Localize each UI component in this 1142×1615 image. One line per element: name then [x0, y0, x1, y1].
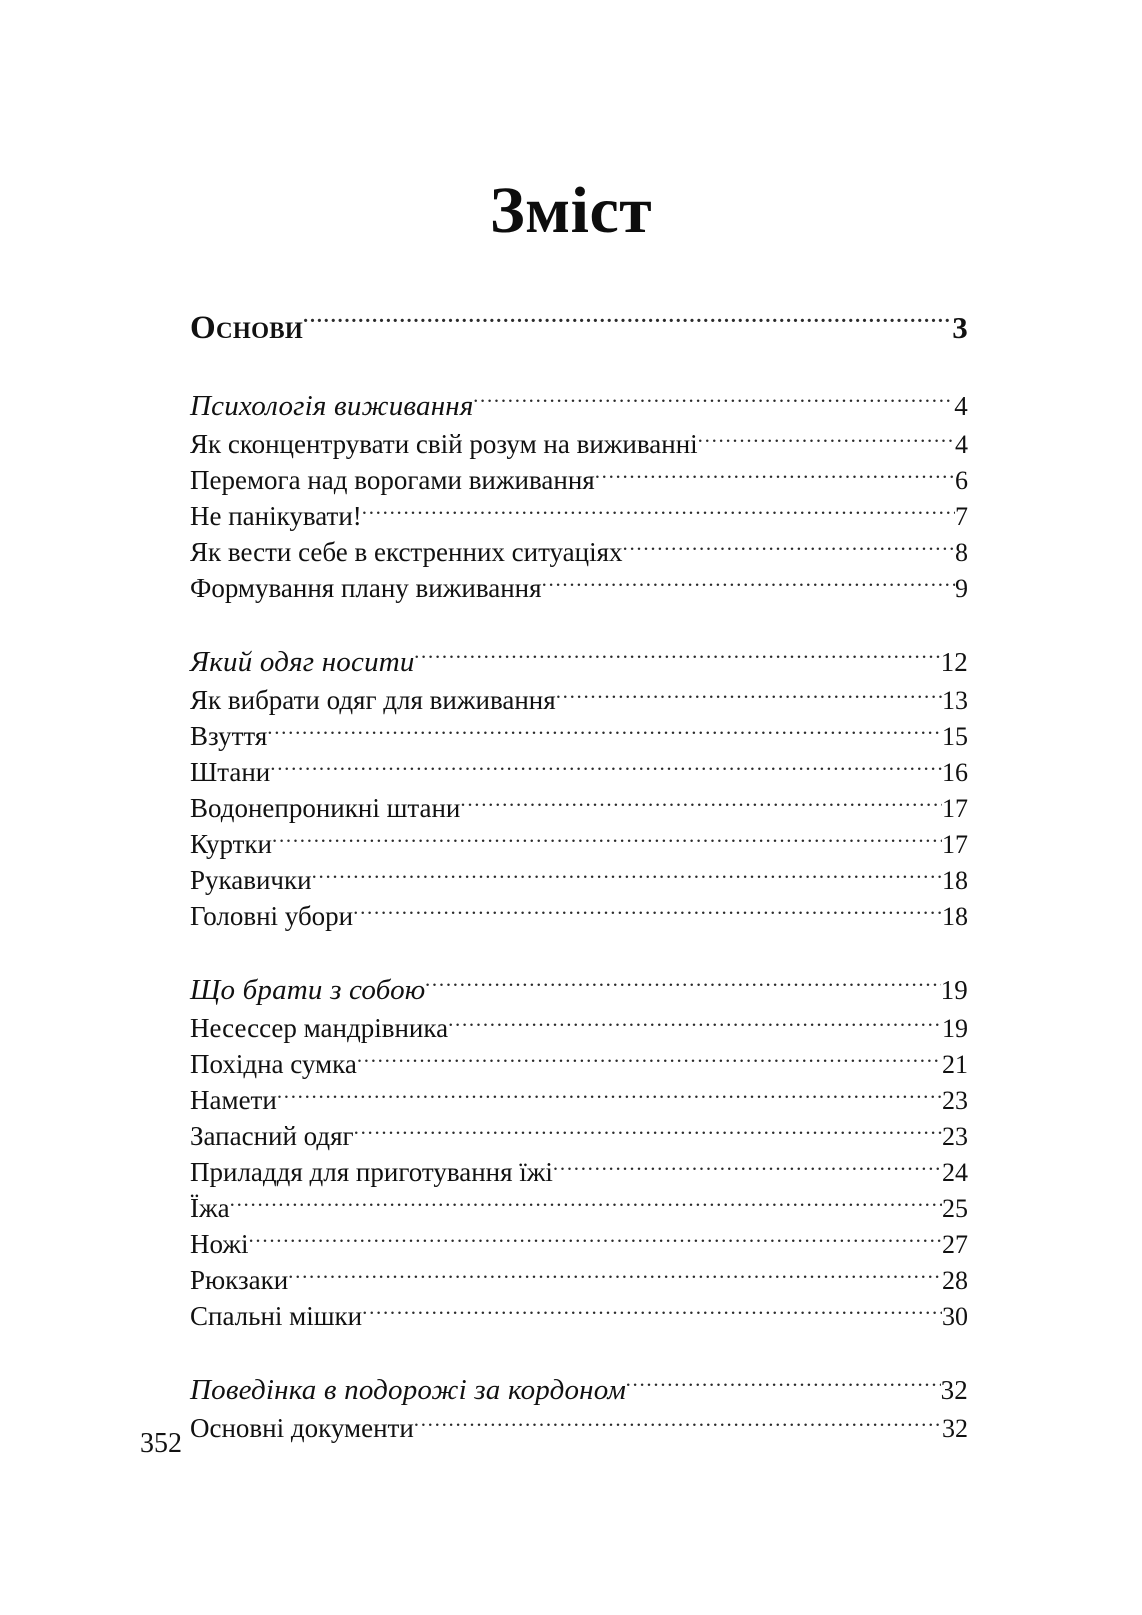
- dot-leader: [415, 642, 941, 671]
- toc-entry-label: Основні документи: [190, 1413, 414, 1443]
- toc-entry-label: Не панікувати!: [190, 501, 362, 531]
- toc-entry-page: 24: [942, 1158, 968, 1187]
- dot-leader: [303, 305, 952, 338]
- toc-entry-label: Як сконцентрувати свій розум на виживанні: [190, 429, 698, 459]
- toc-entry-label: Взуття: [190, 721, 268, 751]
- toc-entry-label: Рукавички: [190, 865, 312, 895]
- toc-section-page: 32: [940, 1375, 968, 1405]
- dot-leader: [460, 790, 942, 817]
- toc-entry-page: 27: [942, 1230, 968, 1259]
- toc-section-label: Який одяг носити: [190, 646, 415, 678]
- toc-entry-row[interactable]: [190, 1410, 968, 1446]
- dot-leader: [230, 1190, 942, 1217]
- toc-entry-page: 19: [942, 1014, 968, 1043]
- dot-leader: [312, 862, 942, 889]
- toc-section-label: Психологія виживання: [190, 390, 474, 422]
- dot-leader: [553, 1154, 942, 1181]
- dot-leader: [362, 1298, 942, 1325]
- dot-leader: [357, 1046, 942, 1073]
- toc-entry-label: Намети: [190, 1085, 277, 1115]
- toc-entry-label: Перемога над ворогами виживання: [190, 465, 595, 495]
- dot-leader: [267, 718, 942, 745]
- dot-leader: [425, 970, 940, 999]
- toc-entry-row[interactable]: [190, 426, 968, 462]
- toc-section-page: 12: [940, 647, 968, 677]
- toc-entry-page: 17: [942, 830, 968, 859]
- toc-entry-row[interactable]: [190, 1082, 968, 1118]
- toc-entry-row[interactable]: [190, 754, 968, 790]
- toc-part-page: 3: [952, 310, 968, 345]
- toc-entry-row[interactable]: [190, 1298, 968, 1334]
- toc-section-row[interactable]: [190, 642, 968, 682]
- toc-section-row[interactable]: [190, 970, 968, 1010]
- dot-leader: [354, 1118, 942, 1145]
- toc-entry-row[interactable]: [190, 1154, 968, 1190]
- toc-part-row[interactable]: [190, 305, 968, 350]
- toc-entry-label: Спальні мішки: [190, 1301, 363, 1331]
- toc-entry-page: 23: [942, 1086, 968, 1115]
- toc-entry-label: Як вибрати одяг для виживання: [190, 685, 556, 715]
- toc-entry-page: 9: [955, 574, 968, 603]
- dot-leader: [698, 426, 955, 453]
- toc-entry-row[interactable]: [190, 534, 968, 570]
- toc-entry-page: 18: [942, 902, 968, 931]
- toc-list: [190, 305, 968, 1446]
- toc-entry-label: Куртки: [190, 829, 272, 859]
- toc-entry-label: Формування плану виживання: [190, 573, 542, 603]
- toc-entry-page: 21: [942, 1050, 968, 1079]
- toc-entry-page: 6: [955, 466, 968, 495]
- dot-leader: [626, 1370, 941, 1399]
- toc-entry-label: Головні убори: [190, 901, 354, 931]
- toc-entry-page: 4: [955, 430, 968, 459]
- toc-entry-page: 13: [942, 686, 968, 715]
- dot-leader: [270, 754, 942, 781]
- toc-entry-page: 18: [942, 866, 968, 895]
- toc-section-page: 4: [954, 391, 968, 421]
- toc-entry-page: 30: [942, 1302, 968, 1331]
- toc-entry-label: Їжа: [190, 1193, 230, 1223]
- toc-entry-row[interactable]: [190, 1190, 968, 1226]
- dot-leader: [277, 1082, 942, 1109]
- dot-leader: [248, 1226, 942, 1253]
- toc-entry-page: 7: [955, 502, 968, 531]
- toc-entry-label: Водонепроникні штани: [190, 793, 461, 823]
- toc-entry-row[interactable]: [190, 1262, 968, 1298]
- toc-entry-label: Ножі: [190, 1229, 249, 1259]
- section-spacer: [190, 350, 968, 386]
- toc-entry-row[interactable]: [190, 898, 968, 934]
- toc-section-label: Поведінка в подорожі за кордоном: [190, 1374, 627, 1406]
- section-spacer: [190, 606, 968, 642]
- toc-entry-page: 17: [942, 794, 968, 823]
- dot-leader: [595, 462, 955, 489]
- toc-entry-row[interactable]: [190, 462, 968, 498]
- toc-entry-row[interactable]: [190, 1226, 968, 1262]
- toc-entry-row[interactable]: [190, 790, 968, 826]
- dot-leader: [362, 498, 955, 525]
- toc-entry-label: Запасний одяг: [190, 1121, 354, 1151]
- toc-entry-label: Похідна сумка: [190, 1049, 357, 1079]
- toc-entry-page: 25: [942, 1194, 968, 1223]
- toc-entry-row[interactable]: [190, 682, 968, 718]
- toc-entry-row[interactable]: [190, 718, 968, 754]
- toc-entry-row[interactable]: [190, 826, 968, 862]
- dot-leader: [542, 570, 955, 597]
- toc-entry-page: 15: [942, 722, 968, 751]
- toc-entry-page: 28: [942, 1266, 968, 1295]
- toc-entry-row[interactable]: [190, 1010, 968, 1046]
- dot-leader: [556, 682, 942, 709]
- toc-entry-row[interactable]: [190, 498, 968, 534]
- dot-leader: [623, 534, 955, 561]
- toc-part-label: Основи: [190, 310, 304, 346]
- toc-entry-label: Як вести себе в екстренних ситуаціях: [190, 537, 623, 567]
- toc-entry-page: 16: [942, 758, 968, 787]
- dot-leader: [448, 1010, 942, 1037]
- section-spacer: [190, 934, 968, 970]
- toc-section-label: Що брати з собою: [190, 974, 426, 1006]
- toc-entry-label: Рюкзаки: [190, 1265, 289, 1295]
- dot-leader: [353, 898, 942, 925]
- page-title: Зміст: [489, 174, 653, 247]
- dot-leader: [414, 1410, 942, 1437]
- toc-entry-row[interactable]: [190, 1046, 968, 1082]
- toc-entry-row[interactable]: [190, 1118, 968, 1154]
- toc-entry-row[interactable]: [190, 862, 968, 898]
- toc-entry-page: 8: [955, 538, 968, 567]
- toc-section-row[interactable]: [190, 1370, 968, 1410]
- toc-entry-page: 32: [942, 1414, 968, 1443]
- dot-leader: [474, 386, 955, 415]
- toc-entry-label: Штани: [190, 757, 271, 787]
- page-folio: 352: [140, 1428, 182, 1459]
- section-spacer: [190, 1334, 968, 1370]
- dot-leader: [288, 1262, 942, 1289]
- toc-entry-label: Несессер мандрівника: [190, 1013, 449, 1043]
- toc-entry-label: Приладдя для приготування їжі: [190, 1157, 553, 1187]
- toc-section-row[interactable]: [190, 386, 968, 426]
- toc-entry-row[interactable]: [190, 570, 968, 606]
- toc-entry-page: 23: [942, 1122, 968, 1151]
- dot-leader: [272, 826, 942, 853]
- toc-section-page: 19: [940, 975, 968, 1005]
